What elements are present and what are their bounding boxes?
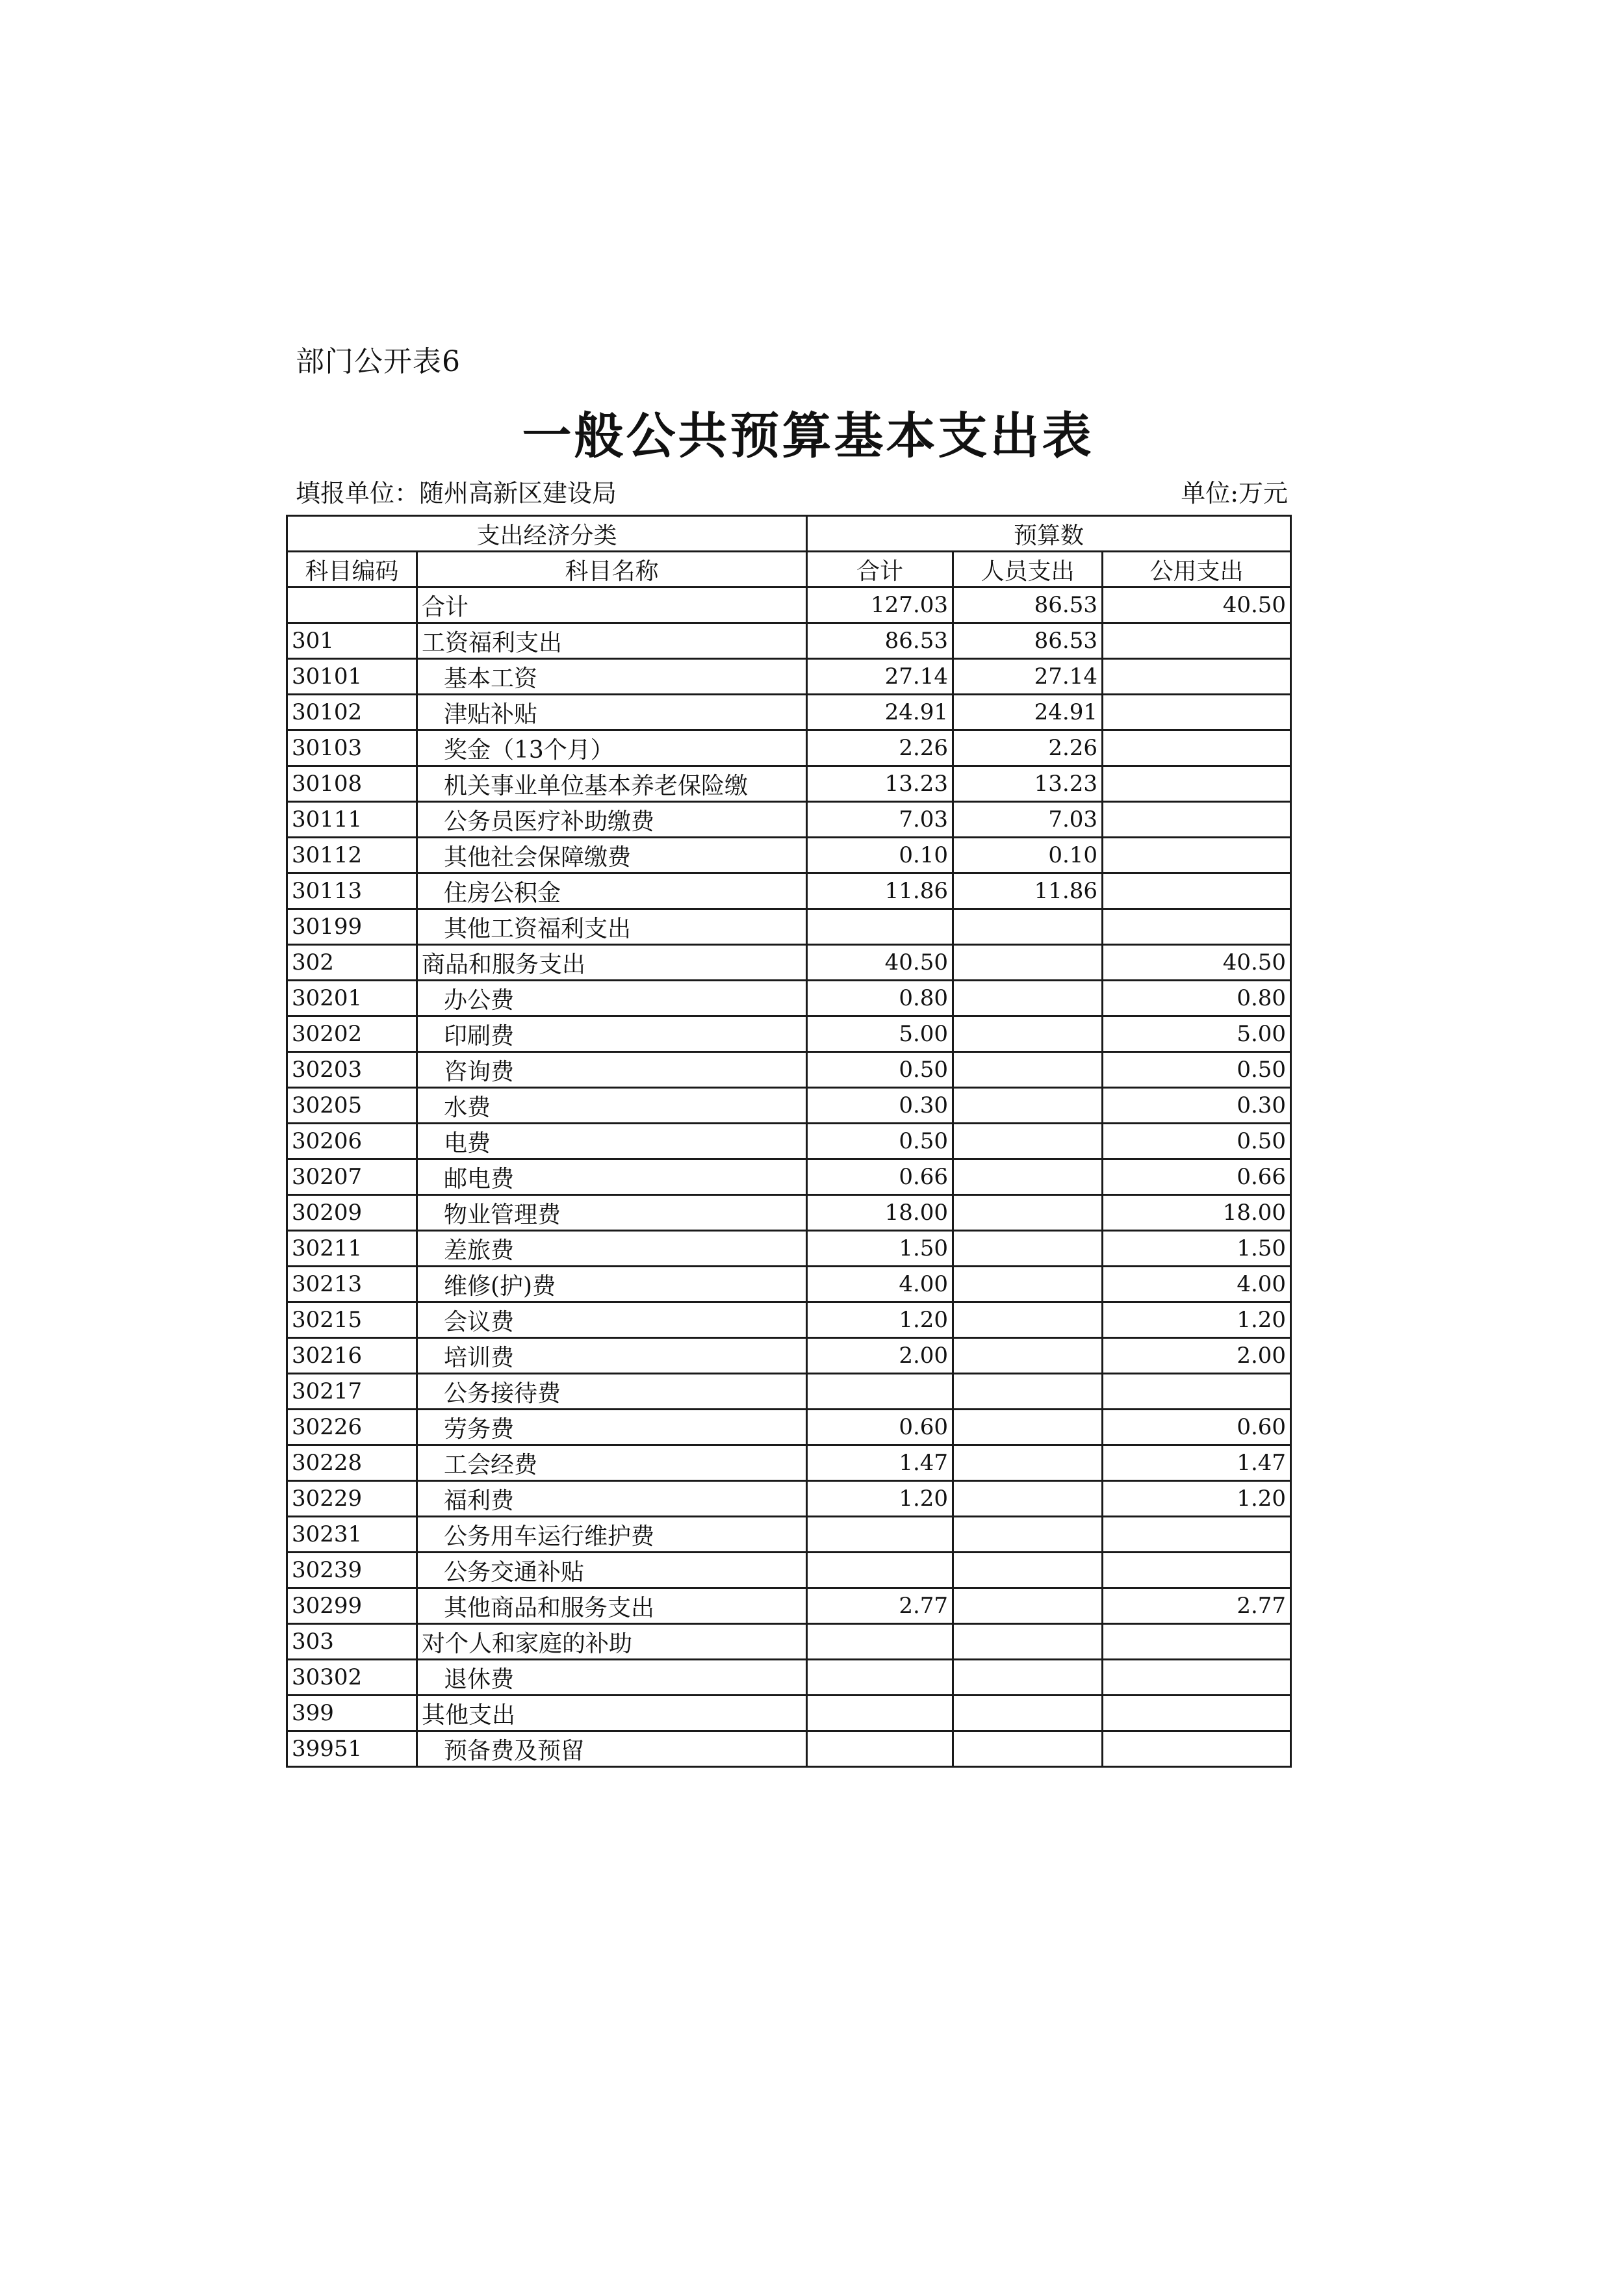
cell-code: 302 (287, 945, 417, 981)
cell-personnel: 0.10 (953, 838, 1103, 873)
table-row (287, 1445, 1291, 1481)
cell-total: 2.77 (807, 1588, 953, 1624)
table-row (287, 1267, 1291, 1302)
cell-code: 399 (287, 1696, 417, 1731)
cell-public (1103, 766, 1291, 802)
cell-personnel (953, 1410, 1103, 1445)
cell-total: 40.50 (807, 945, 953, 981)
cell-code: 30102 (287, 695, 417, 730)
cell-public: 0.66 (1103, 1159, 1291, 1195)
cell-name: 咨询费 (417, 1052, 807, 1088)
cell-name: 工会经费 (417, 1445, 807, 1481)
cell-total: 0.10 (807, 838, 953, 873)
cell-personnel (953, 1088, 1103, 1124)
budget-table (286, 515, 1292, 1768)
cell-code: 30199 (287, 909, 417, 945)
table-row (287, 909, 1291, 945)
cell-code: 30103 (287, 730, 417, 766)
cell-name: 印刷费 (417, 1016, 807, 1052)
cell-name: 住房公积金 (417, 873, 807, 909)
cell-total: 0.50 (807, 1052, 953, 1088)
cell-public (1103, 802, 1291, 838)
cell-code: 30231 (287, 1517, 417, 1553)
cell-personnel (953, 1624, 1103, 1660)
cell-personnel (953, 1231, 1103, 1267)
cell-code: 30211 (287, 1231, 417, 1267)
cell-code: 301 (287, 623, 417, 659)
cell-code: 30101 (287, 659, 417, 695)
column-header-public: 公用支出 (1103, 552, 1291, 587)
cell-public (1103, 1374, 1291, 1410)
cell-code: 30302 (287, 1660, 417, 1696)
cell-code: 30299 (287, 1588, 417, 1624)
cell-name: 公务接待费 (417, 1374, 807, 1410)
table-row (287, 1624, 1291, 1660)
cell-total (807, 1731, 953, 1767)
cell-total: 1.50 (807, 1231, 953, 1267)
cell-public: 1.50 (1103, 1231, 1291, 1267)
cell-code: 30108 (287, 766, 417, 802)
cell-name: 培训费 (417, 1338, 807, 1374)
cell-code: 30201 (287, 981, 417, 1016)
cell-total: 0.80 (807, 981, 953, 1016)
cell-personnel (953, 1338, 1103, 1374)
cell-total: 2.00 (807, 1338, 953, 1374)
cell-public (1103, 730, 1291, 766)
table-row (287, 623, 1291, 659)
cell-name: 预备费及预留 (417, 1731, 807, 1767)
cell-name: 商品和服务支出 (417, 945, 807, 981)
cell-code: 30203 (287, 1052, 417, 1088)
cell-name: 公务用车运行维护费 (417, 1517, 807, 1553)
cell-name: 福利费 (417, 1481, 807, 1517)
cell-personnel: 86.53 (953, 587, 1103, 623)
cell-personnel (953, 1588, 1103, 1624)
cell-total: 1.20 (807, 1302, 953, 1338)
cell-code: 30239 (287, 1553, 417, 1588)
table-row (287, 873, 1291, 909)
cell-total: 7.03 (807, 802, 953, 838)
cell-name: 机关事业单位基本养老保险缴 (417, 766, 807, 802)
cell-code: 30205 (287, 1088, 417, 1124)
table-row (287, 1124, 1291, 1159)
cell-total (807, 1553, 953, 1588)
cell-personnel (953, 1553, 1103, 1588)
cell-total: 27.14 (807, 659, 953, 695)
cell-code: 30111 (287, 802, 417, 838)
cell-total (807, 1660, 953, 1696)
cell-personnel (953, 1660, 1103, 1696)
table-row (287, 766, 1291, 802)
cell-name: 其他社会保障缴费 (417, 838, 807, 873)
cell-personnel (953, 1481, 1103, 1517)
currency-unit: 单位:万元 (1181, 479, 1288, 508)
cell-personnel (953, 1052, 1103, 1088)
cell-name: 津贴补贴 (417, 695, 807, 730)
cell-public: 2.00 (1103, 1338, 1291, 1374)
cell-public (1103, 909, 1291, 945)
cell-code: 39951 (287, 1731, 417, 1767)
cell-public (1103, 695, 1291, 730)
cell-name: 会议费 (417, 1302, 807, 1338)
cell-total: 86.53 (807, 623, 953, 659)
cell-public: 1.47 (1103, 1445, 1291, 1481)
cell-public (1103, 623, 1291, 659)
cell-personnel (953, 1195, 1103, 1231)
cell-personnel: 11.86 (953, 873, 1103, 909)
table-row (287, 1588, 1291, 1624)
cell-code: 30202 (287, 1016, 417, 1052)
cell-total: 13.23 (807, 766, 953, 802)
cell-code: 30229 (287, 1481, 417, 1517)
cell-personnel (953, 1374, 1103, 1410)
cell-code: 30226 (287, 1410, 417, 1445)
table-row (287, 1517, 1291, 1553)
group-header-classification: 支出经济分类 (287, 516, 807, 552)
cell-public: 5.00 (1103, 1016, 1291, 1052)
cell-total: 18.00 (807, 1195, 953, 1231)
table-row (287, 1553, 1291, 1588)
cell-name: 其他商品和服务支出 (417, 1588, 807, 1624)
cell-total: 5.00 (807, 1016, 953, 1052)
cell-name: 邮电费 (417, 1159, 807, 1195)
cell-public: 40.50 (1103, 945, 1291, 981)
cell-personnel (953, 1016, 1103, 1052)
cell-public: 0.30 (1103, 1088, 1291, 1124)
cell-name: 工资福利支出 (417, 623, 807, 659)
cell-public (1103, 1731, 1291, 1767)
cell-name: 对个人和家庭的补助 (417, 1624, 807, 1660)
column-header-total: 合计 (807, 552, 953, 587)
cell-personnel: 2.26 (953, 730, 1103, 766)
cell-total (807, 1696, 953, 1731)
cell-total: 4.00 (807, 1267, 953, 1302)
cell-public: 0.80 (1103, 981, 1291, 1016)
table-row (287, 1731, 1291, 1767)
cell-personnel: 27.14 (953, 659, 1103, 695)
table-row (287, 1159, 1291, 1195)
table-row (287, 1231, 1291, 1267)
cell-total: 0.66 (807, 1159, 953, 1195)
cell-code: 30217 (287, 1374, 417, 1410)
cell-total: 0.30 (807, 1088, 953, 1124)
cell-personnel (953, 981, 1103, 1016)
cell-personnel: 24.91 (953, 695, 1103, 730)
cell-personnel: 86.53 (953, 623, 1103, 659)
column-header-code: 科目编码 (287, 552, 417, 587)
cell-code: 30207 (287, 1159, 417, 1195)
table-row (287, 1481, 1291, 1517)
table-row (287, 1016, 1291, 1052)
cell-total (807, 1374, 953, 1410)
table-row (287, 945, 1291, 981)
table-row (287, 659, 1291, 695)
table-row (287, 1195, 1291, 1231)
cell-personnel (953, 909, 1103, 945)
table-row (287, 1696, 1291, 1731)
cell-total: 11.86 (807, 873, 953, 909)
table-row (287, 1374, 1291, 1410)
cell-total: 2.26 (807, 730, 953, 766)
cell-personnel (953, 1124, 1103, 1159)
cell-code: 30113 (287, 873, 417, 909)
cell-code: 30215 (287, 1302, 417, 1338)
cell-name: 维修(护)费 (417, 1267, 807, 1302)
cell-name: 劳务费 (417, 1410, 807, 1445)
cell-personnel (953, 1517, 1103, 1553)
cell-name: 物业管理费 (417, 1195, 807, 1231)
cell-total: 24.91 (807, 695, 953, 730)
table-row (287, 1088, 1291, 1124)
table-row (287, 587, 1291, 623)
cell-total: 1.20 (807, 1481, 953, 1517)
cell-name: 退休费 (417, 1660, 807, 1696)
cell-total (807, 1624, 953, 1660)
table-row (287, 838, 1291, 873)
table-row (287, 730, 1291, 766)
table-row (287, 1410, 1291, 1445)
document-label: 部门公开表6 (296, 345, 461, 378)
cell-public: 1.20 (1103, 1302, 1291, 1338)
cell-public: 40.50 (1103, 587, 1291, 623)
cell-name: 其他支出 (417, 1696, 807, 1731)
cell-public (1103, 873, 1291, 909)
cell-personnel (953, 1159, 1103, 1195)
cell-personnel (953, 1267, 1103, 1302)
cell-public: 4.00 (1103, 1267, 1291, 1302)
cell-public: 18.00 (1103, 1195, 1291, 1231)
table-row (287, 695, 1291, 730)
cell-public (1103, 1660, 1291, 1696)
group-header-row (287, 516, 1291, 552)
cell-name: 奖金（13个月） (417, 730, 807, 766)
cell-total (807, 909, 953, 945)
cell-name: 公务交通补贴 (417, 1553, 807, 1588)
table-row (287, 1660, 1291, 1696)
cell-code: 30213 (287, 1267, 417, 1302)
cell-public (1103, 1624, 1291, 1660)
cell-public: 0.60 (1103, 1410, 1291, 1445)
cell-code: 303 (287, 1624, 417, 1660)
cell-personnel (953, 1731, 1103, 1767)
cell-public: 1.20 (1103, 1481, 1291, 1517)
column-header-row (287, 552, 1291, 587)
table-row (287, 981, 1291, 1016)
table-row (287, 1302, 1291, 1338)
column-header-name: 科目名称 (417, 552, 807, 587)
reporting-unit: 填报单位：随州高新区建设局 (296, 479, 617, 508)
cell-name: 其他工资福利支出 (417, 909, 807, 945)
cell-public (1103, 659, 1291, 695)
group-header-budget: 预算数 (807, 516, 1291, 552)
table-row (287, 1338, 1291, 1374)
cell-public: 2.77 (1103, 1588, 1291, 1624)
cell-personnel: 13.23 (953, 766, 1103, 802)
cell-public: 0.50 (1103, 1052, 1291, 1088)
cell-code: 30112 (287, 838, 417, 873)
cell-name: 合计 (417, 587, 807, 623)
cell-name: 办公费 (417, 981, 807, 1016)
cell-total (807, 1517, 953, 1553)
cell-name: 水费 (417, 1088, 807, 1124)
cell-total: 1.47 (807, 1445, 953, 1481)
cell-personnel (953, 1696, 1103, 1731)
cell-code: 30209 (287, 1195, 417, 1231)
cell-name: 公务员医疗补助缴费 (417, 802, 807, 838)
cell-name: 差旅费 (417, 1231, 807, 1267)
column-header-personnel: 人员支出 (953, 552, 1103, 587)
cell-name: 基本工资 (417, 659, 807, 695)
cell-code: 30228 (287, 1445, 417, 1481)
table-row (287, 1052, 1291, 1088)
cell-public: 0.50 (1103, 1124, 1291, 1159)
cell-public (1103, 1517, 1291, 1553)
cell-personnel (953, 1302, 1103, 1338)
table-row (287, 802, 1291, 838)
cell-total: 0.50 (807, 1124, 953, 1159)
cell-personnel (953, 1445, 1103, 1481)
cell-public (1103, 838, 1291, 873)
cell-code: 30206 (287, 1124, 417, 1159)
cell-name: 电费 (417, 1124, 807, 1159)
cell-public (1103, 1553, 1291, 1588)
cell-code (287, 587, 417, 623)
cell-total: 127.03 (807, 587, 953, 623)
page-title: 一般公共预算基本支出表 (522, 407, 1094, 465)
cell-total: 0.60 (807, 1410, 953, 1445)
cell-public (1103, 1696, 1291, 1731)
cell-personnel (953, 945, 1103, 981)
cell-personnel: 7.03 (953, 802, 1103, 838)
cell-code: 30216 (287, 1338, 417, 1374)
